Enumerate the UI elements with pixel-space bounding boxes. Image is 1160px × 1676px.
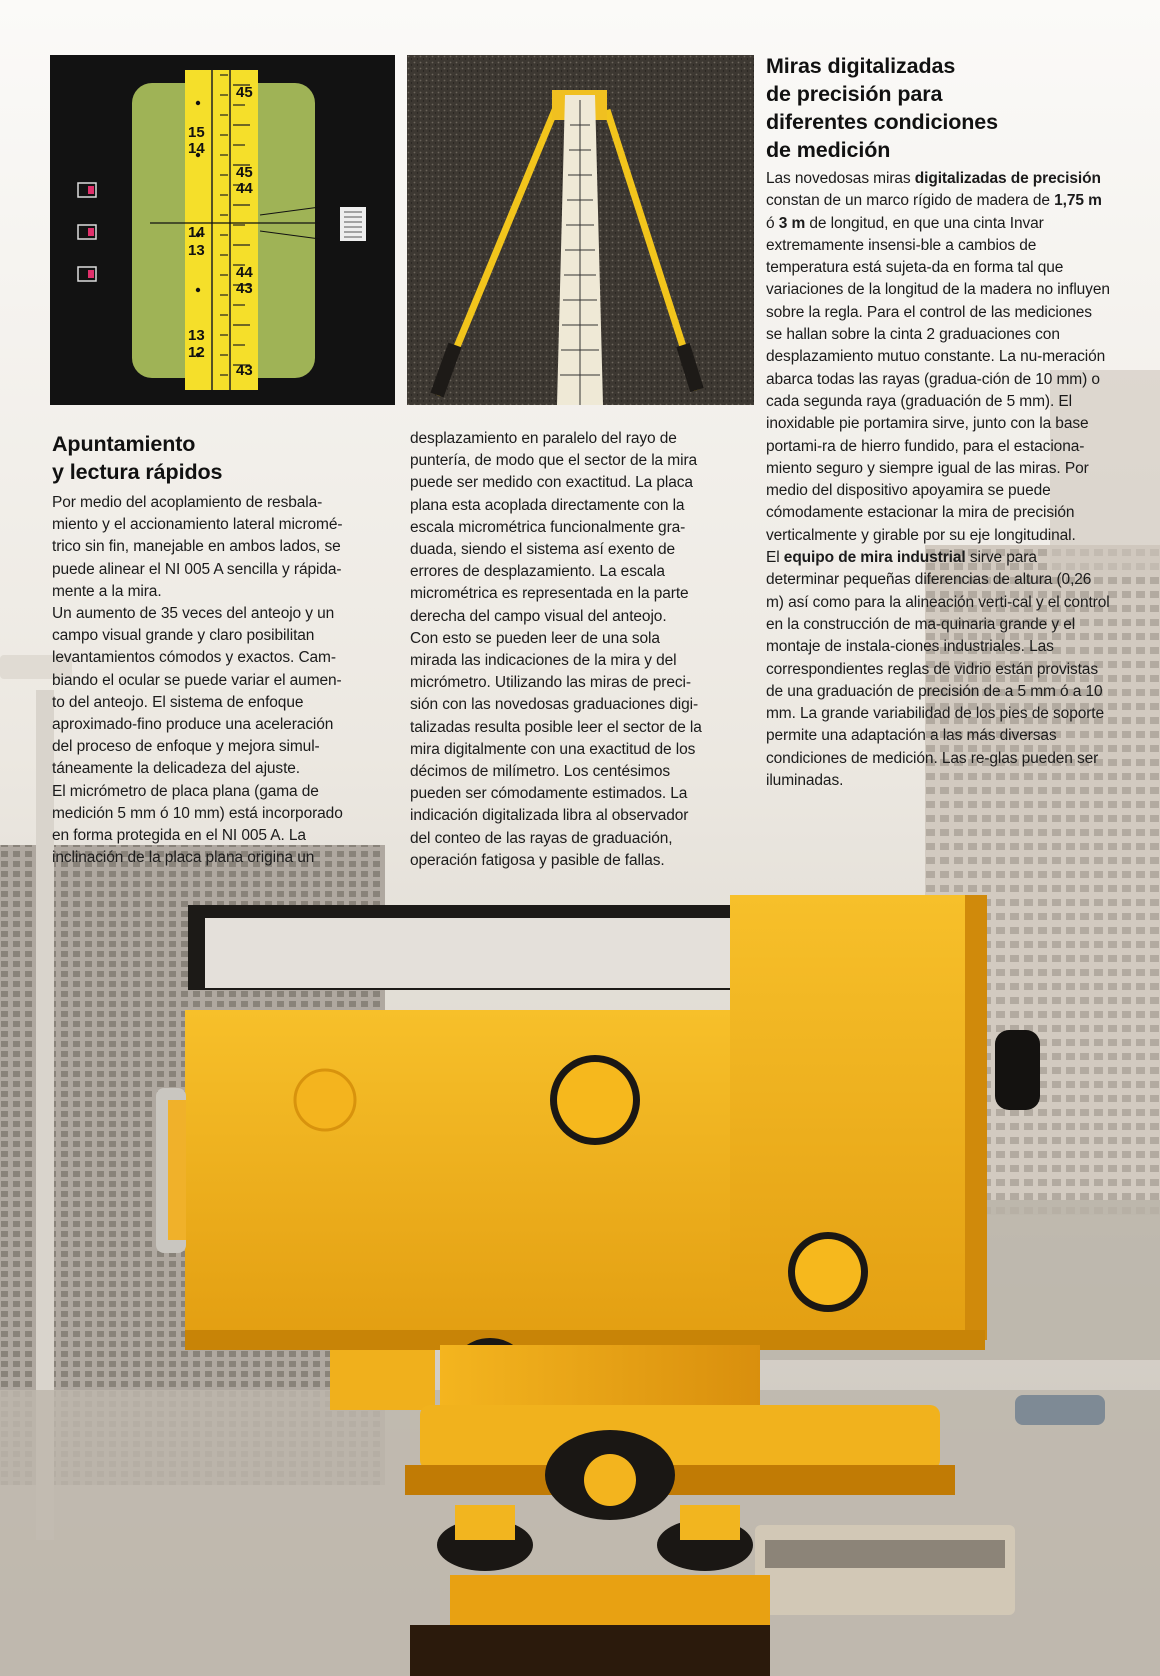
left-heading-line: y lectura rápidos [52,460,223,484]
eyepiece-view-illustration [50,55,395,405]
rod-number: 43 [236,362,253,379]
rod-number: 13 [188,242,205,259]
text-line: sión con las novedosas graduaciones digi- [410,696,699,714]
text-line: biando el ocular se puede variar el aumen- [52,671,342,689]
left-column [52,430,392,869]
text-line: Con esto se pueden leer de una sola [410,629,660,647]
text-line: to del anteojo. El sistema de enfoque [52,693,304,711]
rod-number: 44 [236,180,253,197]
right-heading-line: diferentes condiciones [766,110,998,134]
text-line: plana esta acoplada directamente con la [410,496,685,514]
text-line: puede ser medido con exactitud. La placa [410,474,693,492]
text-line: escala micrométrica funcionalmente gra- [410,518,686,536]
text-line: táneamente la delicadeza del ajuste. [52,760,301,778]
text-line: aproximado-fino produce una aceleración [52,716,334,734]
text-run: constan de un marco rígido de madera de [766,192,1055,210]
left-heading-line: Apuntamiento [52,432,196,456]
text-run: ó [766,214,779,232]
rod-number: 13 [188,327,205,344]
text-line: trico sin fin, manejable en ambos lados, se [52,538,341,556]
text-line: del conteo de las rayas de graduación, [410,829,673,847]
rod-number: 15 [188,124,205,141]
text-line: derecha del campo visual del anteojo. [410,607,667,625]
text-line: levantamientos cómodos y exactos. Cam- [52,649,336,667]
middle-column [410,428,755,872]
bus [755,1525,1015,1615]
precision-rod-illustration [407,55,754,405]
eyepiece-view-figure [50,55,395,405]
micrometer-scale [340,207,366,241]
bold-run: equipo de mira industrial [783,549,966,567]
text-run: de longitud, en que una cinta Invar extremamente insensi-ble a cambios de temperatura está sujeta-da en forma tal que variaciones de la longitud de la madera no influyen sobre la regla. Para el control de las mediciones se hallan sobre la cinta 2 graduaciones con desplazamiento mutuo constante. La nu-meración abarca todas las rayas (gradua-ción de 10 mm) o cada segunda raya (graduación de 5 mm). El inoxidable pie portamira sirve, junto con la base portami-ra de hierro fundido, para el estaciona-miento seguro y siempre igual de las miras. Por medio del dispositivo apoyamira se puede cómodamente estacionar la mira de precisión verticalmente y girable por su eje longitudinal. [766,214,1110,544]
left-body [52,492,392,869]
bold-run: 3 m [778,214,806,232]
text-line: errores de desplazamiento. La escala [410,563,665,581]
text-line: puntería, de modo que el sector de la mira [410,452,698,470]
text-line: puede alinear el NI 005 A sencilla y rápida- [52,560,342,578]
right-heading-line: Miras digitalizadas [766,54,956,78]
text-line: talizadas resulta posible leer el sector de la [410,718,702,736]
paragraph-industrial [766,547,1111,792]
text-line: campo visual grande y claro posibilitan [52,627,315,645]
precision-rod-photo [407,55,754,405]
rod-number: 14 [188,224,205,241]
text-line: mente a la mira. [52,582,162,600]
rod-number: 45 [236,164,253,181]
right-heading-line: de medición [766,138,891,162]
text-line: Un aumento de 35 veces del anteojo y un [52,605,335,623]
paragraph-rods [766,168,1111,547]
bold-run: 1,75 m [1054,192,1102,210]
text-line: mira digitalmente con una exactitud de los [410,740,696,758]
text-line: duada, siendo el sistema así exento de [410,541,676,559]
text-line: desplazamiento en paralelo del rayo de [410,430,677,447]
text-line: mirada las indicaciones de la mira y del [410,652,677,670]
rod-number: 14 [188,140,205,157]
rod-number: 43 [236,280,253,297]
bold-run: digitalizadas de precisión [914,170,1101,187]
text-run: sirve para determinar pequeñas diferencias de altura (0,26 m) así como para la alineación verti-cal y el control en la construcción de ma-quinaria grande y el montaje de instala-ciones industriales. Las correspondientes reglas de vidrio están provistas de una graduación de precisión de a 5 mm ó a 10 mm. La grande variabilidad de los pies de soporte permite una adaptación a las más diversas condiciones de medición. Las re-glas pueden ser iluminadas. [766,549,1110,790]
car [1015,1395,1105,1425]
text-run: El [766,549,784,567]
indicator-marks [78,183,96,281]
text-run: Las novedosas miras [766,170,915,187]
text-line: inclinación de la placa plana origina un [52,849,315,867]
text-line: medición 5 mm ó 10 mm) está incorporado [52,804,343,822]
rod-number: 12 [188,344,205,361]
right-heading-line: de precisión para [766,82,943,106]
text-line: del proceso de enfoque y mejora simul- [52,738,320,756]
left-heading [52,430,392,486]
text-line: operación fatigosa y pasible de fallas. [410,851,665,869]
text-line: El micrómetro de placa plana (gama de [52,782,319,800]
rod-number: 44 [236,264,253,281]
right-column [766,52,1111,792]
text-line: micrómetro. Utilizando las miras de preci- [410,674,691,692]
text-line: décimos de milímetro. Los centésimos [410,763,670,781]
text-line: miento y el accionamiento lateral micromé- [52,516,343,534]
text-line: pueden ser cómodamente estimados. La [410,785,688,803]
text-line: Por medio del acoplamiento de resbala- [52,494,323,511]
rod-number: 45 [236,84,253,101]
right-heading [766,52,1111,164]
text-line: micrométrica es representada en la parte [410,585,689,603]
text-line: indicación digitalizada libra al observador [410,807,689,825]
text-line: en forma protegida en el NI 005 A. La [52,827,306,845]
